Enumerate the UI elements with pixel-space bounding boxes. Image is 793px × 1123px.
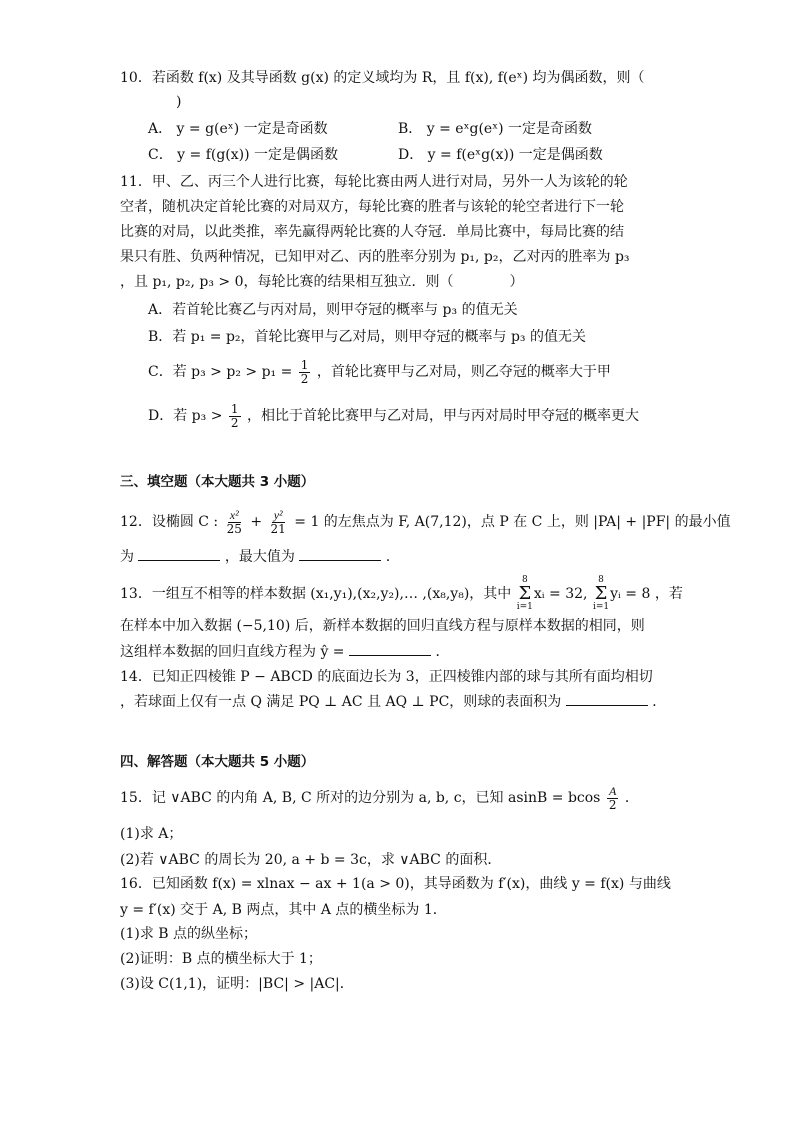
fraction-a-over-2: $\frac{A}{2}$ <box>608 783 617 812</box>
answer-blank-min[interactable] <box>138 546 220 561</box>
question-11-option-b: B．若 p₁ = p₂，首轮比赛甲与乙对局，则甲夺冠的概率与 p₃ 的值无关 <box>148 329 586 345</box>
question-10-option-a: A． y = g(eˣ) 一定是奇函数 <box>148 121 328 137</box>
question-11-option-a: A．若首轮比赛乙与丙对局，则甲夺冠的概率与 p₃ 的值无关 <box>148 302 518 318</box>
question-13-line-3: 这组样本数据的回归直线方程为 ŷ = ． <box>120 640 680 665</box>
fraction-one-half: $\frac{1}{2}$ <box>230 401 239 430</box>
question-11-line-1: 11．甲、乙、丙三个人进行比赛，每轮比赛由两人进行对局，另外一人为该轮的轮 <box>120 174 628 190</box>
question-10-stem-cont: ) <box>176 94 182 110</box>
fraction-x-squared-over-25: $\frac{\text{x²}}{25}$ <box>226 507 242 536</box>
question-13: 13．一组互不相等的样本数据 (x₁,y₁),(x₂,y₂),… ,(x₈,y₈)，其中 8 Σ i=1 xᵢ = 32, 8 Σ i=1 yᵢ = 8 ，若 <box>120 575 683 612</box>
question-11-line-4: 果只有胜、负两种情况，已知甲对乙、丙的胜率分别为 p₁, p₂，乙对丙的胜率为 p₃ <box>120 249 630 265</box>
question-16-part-3: (3)设 C(1,1)，证明：|BC| > |AC|． <box>120 976 354 992</box>
question-15-part-1: (1)求 A； <box>120 826 183 842</box>
section-3-heading: 三、填空题（本大题共 3 小题） <box>120 474 315 490</box>
question-14-line-2: ，若球面上仅有一点 Q 满足 PQ ⊥ AC 且 AQ ⊥ PC，则球的表面积为 ． <box>120 690 680 715</box>
question-10-stem: 10．若函数 f(x) 及其导函数 g(x) 的定义域均为 R，且 f(x), f(eˣ) 均为偶函数，则（ <box>120 70 645 86</box>
question-15-part-2: (2)若 ∨ABC 的周长为 20, a + b = 3c，求 ∨ABC 的面积． <box>120 852 502 868</box>
question-16-part-1: (1)求 B 点的纵坐标； <box>120 926 258 942</box>
question-11-line-3: 比赛的对局，以此类推，率先赢得两轮比赛的人夺冠．单局比赛中，每局比赛的结 <box>120 224 624 240</box>
question-12: 12．设椭圆 C : $\frac{\text{x²}}{25}$ + $\frac{\text{y²}}{21}$ = 1 的左焦点为 F, A(7,12)，点 P 在 C 上，则 |PA| + |PF| 的最小值 <box>120 507 731 536</box>
question-16-line-1: 16．已知函数 f(x) = xlnax − ax + 1(a > 0)，其导函数为 f′(x)，曲线 y = f(x) 与曲线 <box>120 876 671 892</box>
answer-blank-regression[interactable] <box>349 641 431 656</box>
answer-blank-surface-area[interactable] <box>566 691 648 706</box>
question-16-part-2: (2)证明：B 点的横坐标大于 1； <box>120 951 322 967</box>
question-11-line-2: 空者，随机决定首轮比赛的对局双方，每轮比赛的胜者与该轮的轮空者进行下一轮 <box>120 199 624 215</box>
question-13-line-2: 在样本中加入数据 (−5,10) 后，新样本数据的回归直线方程与原样本数据的相同，则 <box>120 618 645 634</box>
question-11-line-5: ，且 p₁, p₂, p₃ > 0，每轮比赛的结果相互独立．则（ ） <box>120 274 524 290</box>
question-10-option-c: C． y = f(g(x)) 一定是偶函数 <box>148 147 339 163</box>
question-10 <box>120 66 680 91</box>
question-10-option-b: B． y = eˣg(eˣ) 一定是奇函数 <box>398 121 593 137</box>
answer-blank-max[interactable] <box>299 546 381 561</box>
question-14-line-1: 14．已知正四棱锥 P − ABCD 的底面边长为 3，正四棱锥内部的球与其所有面均相切 <box>120 669 653 685</box>
section-4-heading: 四、解答题（本大题共 5 小题） <box>120 754 315 770</box>
fraction-one-half: $\frac{1}{2}$ <box>300 357 309 386</box>
question-16-line-2: y = f′(x) 交于 A, B 两点，其中 A 点的横坐标为 1． <box>120 902 447 918</box>
question-10-option-d: D． y = f(eˣg(x)) 一定是偶函数 <box>398 147 603 163</box>
fraction-y-squared-over-21: $\frac{\text{y²}}{21}$ <box>270 507 286 536</box>
question-15: 15．记 ∨ABC 的内角 A, B, C 所对的边分别为 a, b, c，已知 asinB = bcos $\frac{A}{2}$ ． <box>120 783 639 812</box>
question-11-option-d: D．若 p₃ > $\frac{1}{2}$ ，相比于首轮比赛甲与乙对局，甲与丙对局时甲夺冠的概率更大 <box>148 401 639 430</box>
summation-symbol: 8 Σ i=1 <box>592 575 610 612</box>
question-12-line-2: 为 ，最大值为 ． <box>120 545 680 570</box>
summation-symbol: 8 Σ i=1 <box>516 575 533 612</box>
question-11-option-c: C．若 p₃ > p₂ > p₁ = $\frac{1}{2}$ ，首轮比赛甲与乙对局，则乙夺冠的概率大于甲 <box>148 357 611 386</box>
